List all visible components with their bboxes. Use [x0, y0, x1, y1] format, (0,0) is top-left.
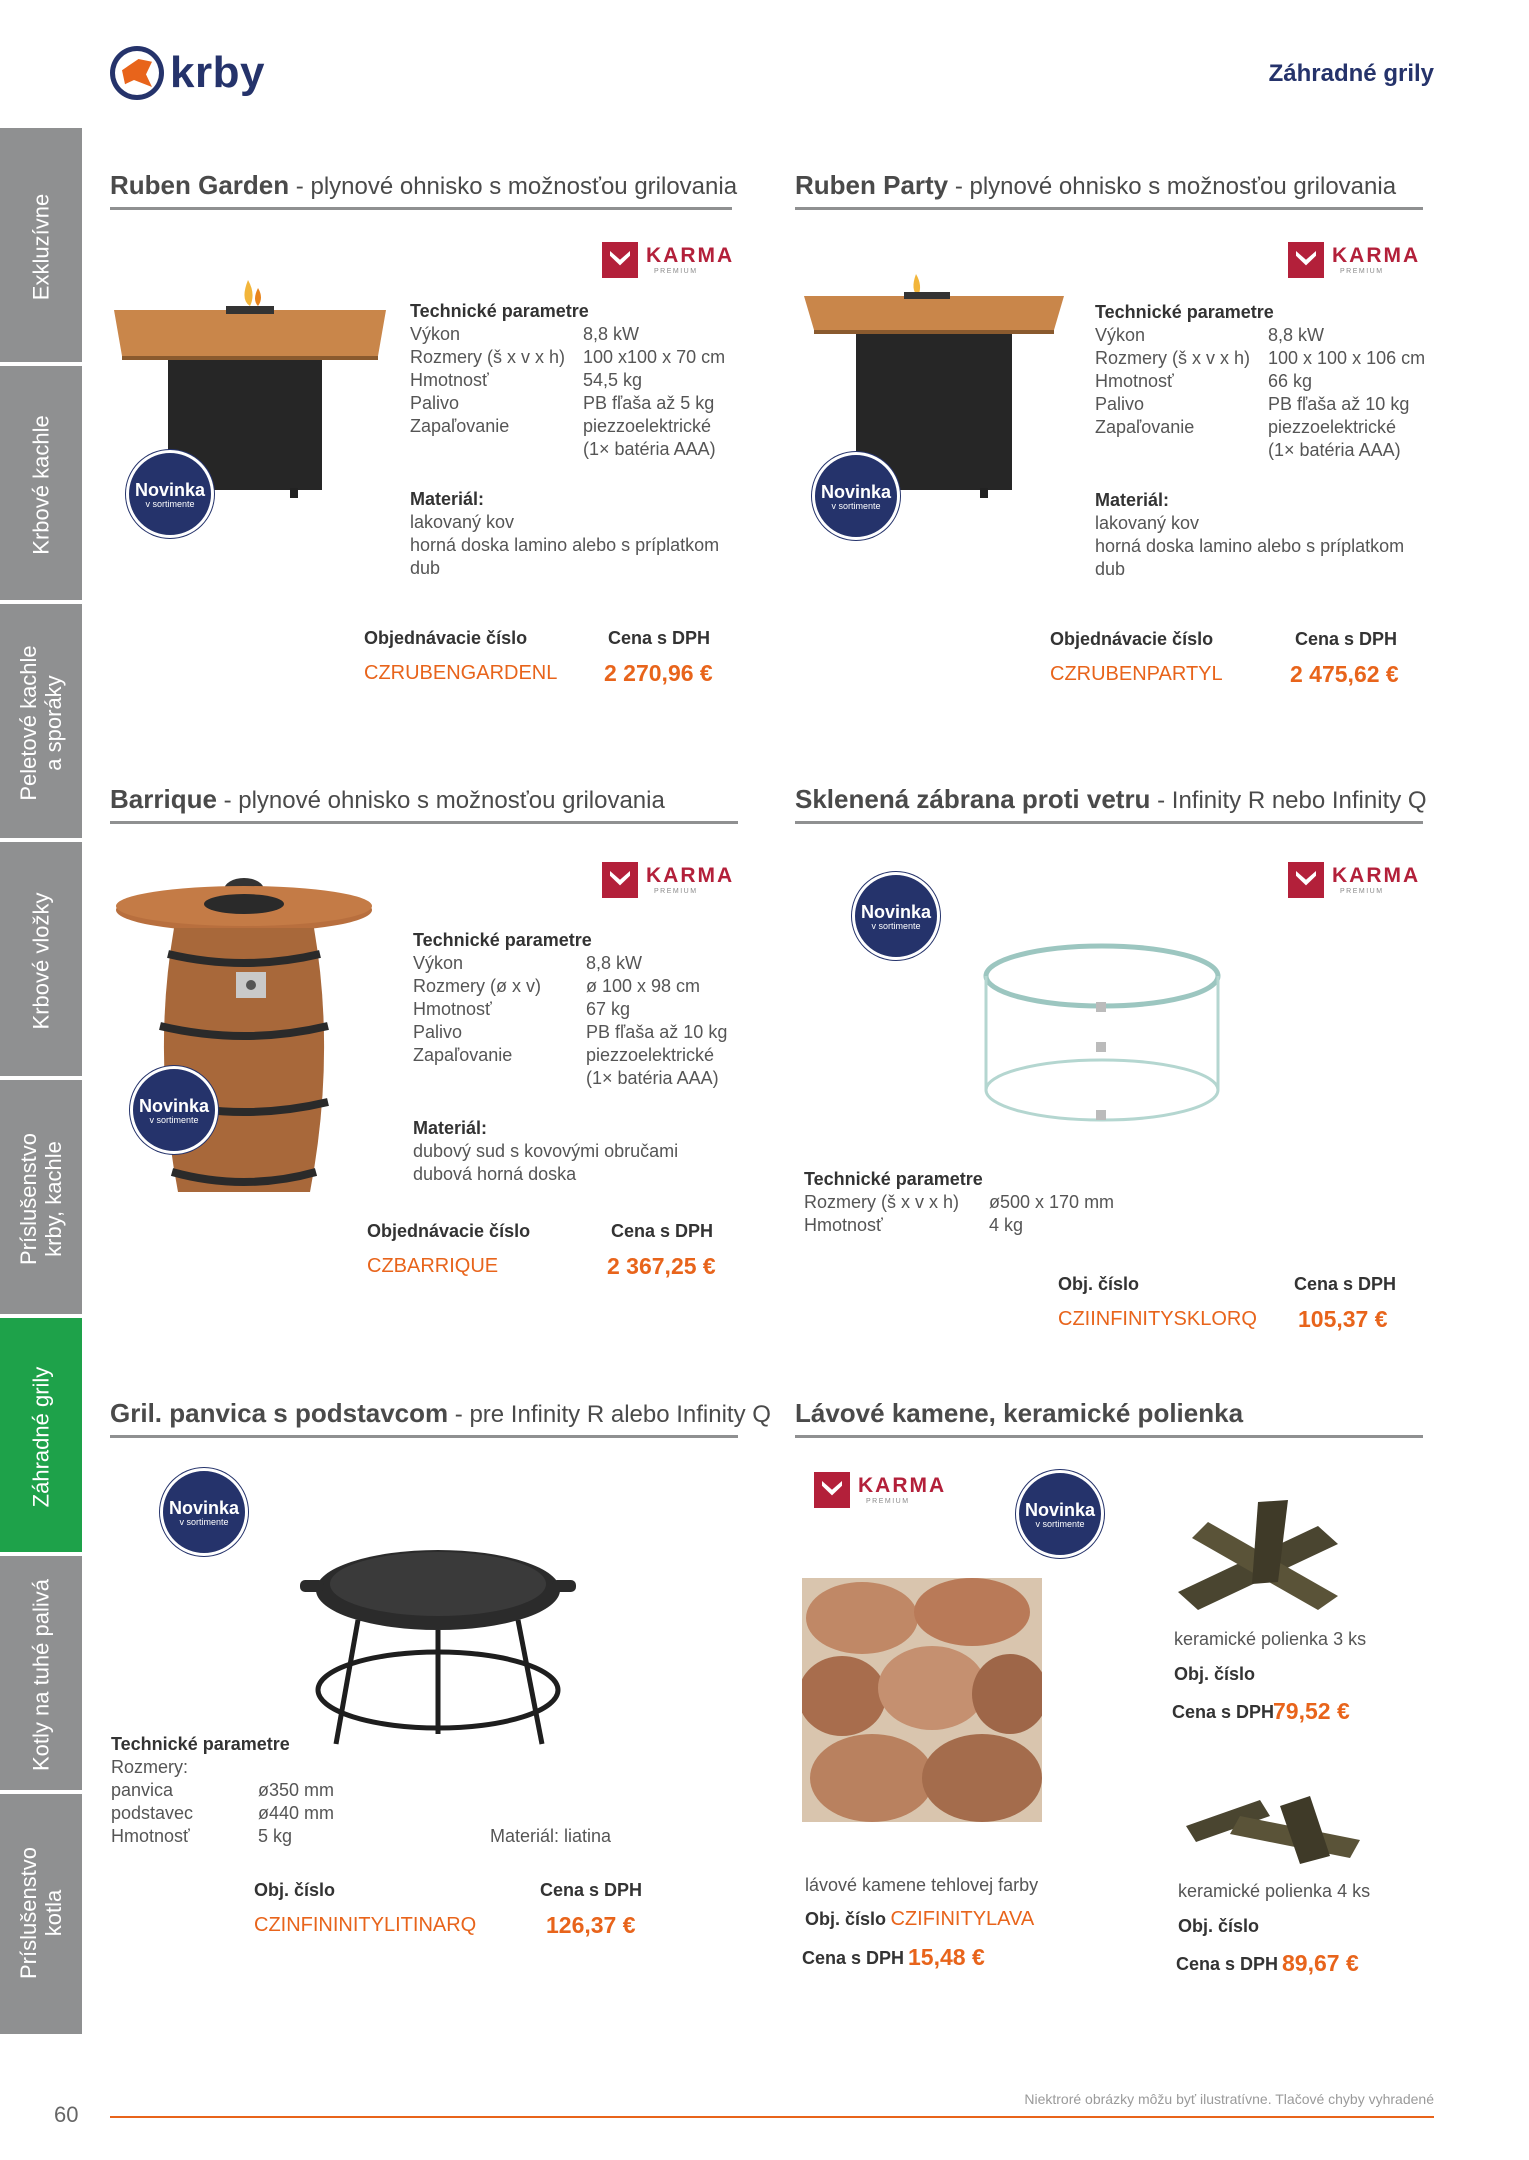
product-name: Sklenená zábrana proti vetru — [795, 784, 1151, 814]
product-subtitle: - plynové ohnisko s možnosťou grilovania — [948, 173, 1397, 200]
karma-logo: KARMA PREMIUM — [602, 862, 734, 898]
novinka-badge: Novinka v sortimente — [126, 450, 214, 538]
sidebar-item-zahradne-grily[interactable] — [0, 1318, 82, 1556]
price-label: Cena s DPH — [608, 628, 711, 648]
product-subtitle: - pre Infinity R alebo Infinity Q — [448, 1401, 771, 1428]
sidebar-item-peletove-kachle[interactable] — [0, 604, 82, 842]
product-name: Ruben Garden — [110, 170, 290, 200]
sidebar-item-prislusenstvo-krby[interactable] — [0, 1080, 82, 1318]
spec-block-panvica: Technické parametre Rozmery: panvica ø350 mm podstavec ø440 mm Hmotnosť 5 kg — [111, 1734, 335, 1846]
price-value: 79,52 € — [1273, 1698, 1350, 1724]
sidebar-item-label: Kotly na tuhé palivá — [28, 1578, 54, 1772]
sidebar-item-kotly[interactable] — [0, 1556, 82, 1794]
price-value: 2 367,25 € — [607, 1253, 716, 1279]
price-label: Cena s DPH — [802, 1948, 905, 1968]
order-number-label: Objednávacie číslo — [364, 628, 528, 648]
spec-row: (1× batéria AAA) — [583, 439, 716, 459]
novinka-badge: Novinka v sortimente — [130, 1066, 218, 1154]
order-code: CZRUBENPARTYL — [1050, 663, 1223, 685]
spec-row: Zapaľovanie piezzoelektrické — [1095, 417, 1397, 437]
spec-row: Výkon 8,8 kW — [1095, 325, 1325, 345]
karma-logo: KARMA PREMIUM — [814, 1472, 946, 1508]
lava-order-line: Obj. číslo CZIFINITYLAVA — [805, 1908, 1035, 1930]
price-value: 2 270,96 € — [604, 660, 713, 686]
product-heading-barrique — [110, 784, 738, 824]
product-heading-ruben-party — [795, 170, 1423, 210]
karma-emblem-icon — [602, 862, 638, 898]
karma-logo: KARMA PREMIUM — [1288, 862, 1420, 898]
product-name: Lávové kamene, keramické polienka — [795, 1398, 1244, 1428]
spec-row: Hmotnosť 54,5 kg — [410, 370, 643, 390]
spec-block-ruben-garden: Technické parametre Výkon 8,8 kW Rozmery (š x v x h) 100 x100 x 70 cm Hmotnosť 54,5 kg Palivo PB fľaša až 5 kg Zapaľovanie piezzoelektrické (1× batéria AAA) Materiál: lakovaný kov horná doska lamino alebo s príplatkom dub — [410, 301, 726, 578]
spec-row: Hmotnosť 67 kg — [413, 999, 631, 1019]
footer-note: Niektroré obrázky môžu byť ilustratívne. Tlačové chyby vyhradené — [1024, 2091, 1434, 2107]
price-value: 15,48 € — [908, 1944, 985, 1970]
section-title: Záhradné grily — [1268, 60, 1434, 87]
product-name: Ruben Party — [795, 170, 949, 200]
product-heading-lavove-kamene — [795, 1398, 1423, 1438]
order-number-label: Obj. číslo — [254, 1880, 336, 1900]
barrique-image — [112, 876, 376, 1204]
lava-description: lávové kamene tehlovej farby — [805, 1875, 1039, 1895]
spec-block-ruben-party: Technické parametre Výkon 8,8 kW Rozmery (š x v x h) 100 x 100 x 106 cm Hmotnosť 66 kg Palivo PB fľaša až 10 kg Zapaľovanie piezzoelektrické (1× batéria AAA) Materiál: lakovaný kov horná doska lamino alebo s príplatkom dub — [1095, 302, 1426, 579]
spec-row: Palivo PB fľaša až 10 kg — [1095, 394, 1410, 414]
sidebar-item-label: Krbové kachle — [28, 415, 54, 555]
sidebar-item-label: Záhradné grily — [28, 1366, 54, 1508]
ceramic-logs-3-image — [1168, 1492, 1352, 1616]
sidebar-item-label: Príslušenstvo kotla — [16, 1846, 66, 1980]
logs4-description: keramické polienka 4 ks — [1178, 1881, 1371, 1901]
sidebar-item-prislusenstvo-kotla[interactable] — [0, 1794, 82, 2038]
novinka-badge: Novinka v sortimente — [852, 872, 940, 960]
price-label: Cena s DPH — [1295, 629, 1398, 649]
price-value: 105,37 € — [1298, 1306, 1388, 1332]
novinka-badge: Novinka v sortimente — [1016, 1470, 1104, 1558]
karma-logo: KARMA PREMIUM — [602, 242, 734, 278]
spec-row: Hmotnosť 4 kg — [804, 1215, 1024, 1235]
spec-row: Zapaľovanie piezzoelektrické — [413, 1045, 715, 1065]
spec-row: (1× batéria AAA) — [1268, 440, 1401, 460]
novinka-badge: Novinka v sortimente — [812, 452, 900, 540]
novinka-badge: Novinka v sortimente — [160, 1468, 248, 1556]
order-number-label: Objednávacie číslo — [367, 1221, 531, 1241]
product-subtitle: - plynové ohnisko s možnosťou grilovania — [216, 787, 665, 814]
product-heading-gril-panvica — [110, 1398, 771, 1438]
spec-row: Výkon 8,8 kW — [410, 324, 640, 344]
order-code: CZRUBENGARDENL — [364, 662, 558, 684]
spec-row: Hmotnosť 5 kg — [111, 1826, 293, 1846]
order-number-label: Objednávacie číslo — [1050, 629, 1214, 649]
spec-row: Hmotnosť 66 kg — [1095, 371, 1313, 391]
footer-divider — [110, 2116, 1434, 2118]
spec-row: (1× batéria AAA) — [586, 1068, 719, 1088]
spec-row: Rozmery (š x v x h) ø500 x 170 mm — [804, 1192, 1115, 1212]
product-subtitle: - Infinity R nebo Infinity Q — [1150, 787, 1427, 814]
spec-block-sklenena: Technické parametre Rozmery (š x v x h) ø500 x 170 mm Hmotnosť 4 kg — [804, 1169, 1115, 1235]
price-label: Cena s DPH — [540, 1880, 643, 1900]
spec-row: podstavec ø440 mm — [111, 1803, 335, 1823]
logs3-description: keramické polienka 3 ks — [1174, 1629, 1367, 1649]
product-heading-sklenena-zabrana — [795, 784, 1427, 824]
order-number-label: Obj. číslo — [1178, 1916, 1260, 1936]
page-number: 60 — [54, 2102, 79, 2127]
karma-emblem-icon — [602, 242, 638, 278]
spec-block-barrique: Technické parametre Výkon 8,8 kW Rozmery (ø x v) ø 100 x 98 cm Hmotnosť 67 kg Palivo PB fľaša až 10 kg Zapaľovanie piezzoelektrické (1× batéria AAA) Materiál: dubový sud s kovovými obručami dubová horná doska — [413, 930, 728, 1184]
order-number-label: Obj. číslo — [1058, 1274, 1140, 1294]
ceramic-logs-4-image — [1180, 1786, 1372, 1870]
price-label: Cena s DPH — [1172, 1702, 1275, 1722]
sidebar-item-krbove-kachle[interactable] — [0, 366, 82, 604]
price-label: Cena s DPH — [611, 1221, 714, 1241]
price-label: Cena s DPH — [1294, 1274, 1397, 1294]
price-value: 2 475,62 € — [1290, 661, 1399, 687]
grill-pan-image — [300, 1534, 576, 1758]
spec-row: Zapaľovanie piezzoelektrické — [410, 416, 712, 436]
product-name: Gril. panvica s podstavcom — [110, 1398, 449, 1428]
price-value: 89,67 € — [1282, 1950, 1359, 1976]
order-number-label: Obj. číslo — [1174, 1664, 1256, 1684]
spec-row: Rozmery (š x v x h) 100 x 100 x 106 cm — [1095, 348, 1426, 368]
brand-name: krby — [170, 48, 265, 97]
spec-row: Palivo PB fľaša až 10 kg — [413, 1022, 728, 1042]
sidebar-item-label: Krbové vložky — [28, 892, 54, 1030]
spec-row: Palivo PB fľaša až 5 kg — [410, 393, 715, 413]
product-heading-ruben-garden — [110, 170, 738, 210]
karma-emblem-icon — [1288, 862, 1324, 898]
spec-row: Rozmery: — [111, 1757, 189, 1777]
sidebar-item-label: Peletové kachle a sporáky — [16, 645, 66, 801]
price-value: 126,37 € — [546, 1912, 636, 1938]
karma-emblem-icon — [1288, 242, 1324, 278]
spec-row: Rozmery (š x v x h) 100 x100 x 70 cm — [410, 347, 726, 367]
sidebar-item-label: Exkluzívne — [28, 193, 54, 301]
karma-logo: KARMA PREMIUM — [1288, 242, 1420, 278]
order-code: CZBARRIQUE — [367, 1255, 499, 1277]
spec-row: Výkon 8,8 kW — [413, 953, 643, 973]
sidebar-item-label: Príslušenstvo krby, kachle — [16, 1132, 66, 1266]
product-name: Barrique — [110, 784, 217, 814]
glass-shield-image — [980, 940, 1224, 1126]
lava-stones-image — [802, 1578, 1042, 1822]
karma-emblem-icon — [814, 1472, 850, 1508]
price-label: Cena s DPH — [1176, 1954, 1279, 1974]
product-subtitle: - plynové ohnisko s možnosťou grilovania — [289, 173, 738, 200]
fox-logo-icon — [110, 46, 164, 100]
order-code: CZIINFINITYSKLORQ — [1058, 1308, 1257, 1330]
spec-row: Rozmery (ø x v) ø 100 x 98 cm — [413, 976, 701, 996]
material-text: Materiál: liatina — [490, 1826, 612, 1846]
sidebar-item-exkluzivne[interactable] — [0, 128, 82, 366]
order-code: CZINFININITYLITINARQ — [254, 1914, 477, 1936]
brand-logo[interactable] — [110, 46, 265, 100]
sidebar-item-krbove-vlozky[interactable] — [0, 842, 82, 1080]
spec-row: panvica ø350 mm — [111, 1780, 335, 1800]
